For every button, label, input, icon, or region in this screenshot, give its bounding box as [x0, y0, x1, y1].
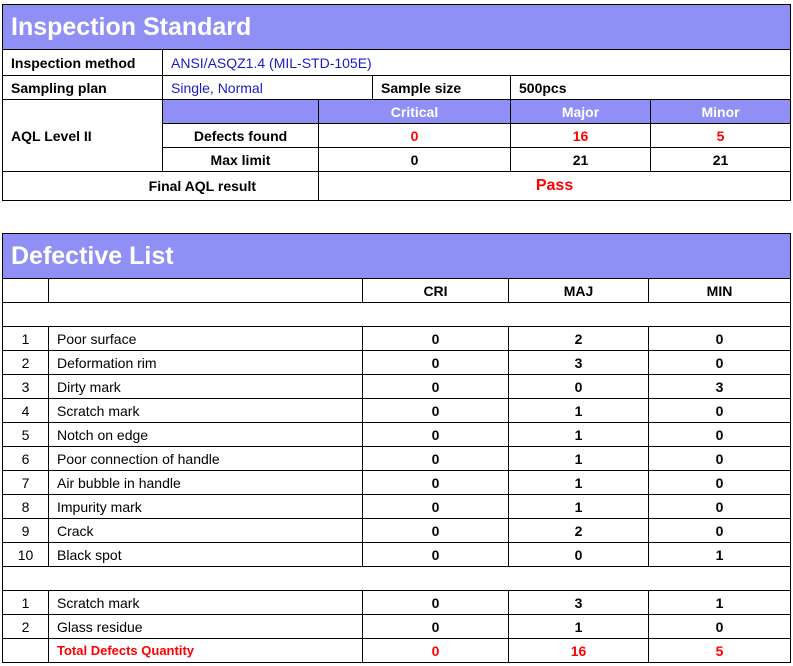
- total-maj: 16: [509, 639, 649, 663]
- defect-maj: 1: [509, 495, 649, 519]
- defect-no: 9: [3, 519, 49, 543]
- defect-row: [3, 423, 791, 447]
- defect-row: [3, 615, 791, 639]
- defect-row: [3, 543, 791, 567]
- defect-no: 3: [3, 375, 49, 399]
- sampling-plan-label: Sampling plan: [3, 76, 163, 100]
- defect-maj: 1: [509, 399, 649, 423]
- defect-cri: 0: [363, 543, 509, 567]
- defect-maj: 2: [509, 327, 649, 351]
- max-limit-minor: 21: [651, 148, 791, 172]
- defect-no: 1: [3, 327, 49, 351]
- defect-name: Poor connection of handle: [49, 447, 363, 471]
- critical-header: Critical: [319, 100, 511, 124]
- defect-cri: 0: [363, 495, 509, 519]
- defect-maj: 1: [509, 615, 649, 639]
- defect-row: [3, 447, 791, 471]
- final-aql-result: Pass: [319, 172, 791, 201]
- defective-list-title: Defective List: [3, 234, 791, 279]
- defect-maj: 3: [509, 351, 649, 375]
- defect-maj: 1: [509, 447, 649, 471]
- max-limit-major: 21: [511, 148, 651, 172]
- major-header: Major: [511, 100, 651, 124]
- defect-name: Poor surface: [49, 327, 363, 351]
- defect-cri: 0: [363, 351, 509, 375]
- defect-min: 0: [649, 351, 791, 375]
- inspection-standard-table: [2, 4, 791, 201]
- defect-min: 1: [649, 543, 791, 567]
- defect-no: 2: [3, 351, 49, 375]
- inspection-method-label: Inspection method: [3, 50, 163, 76]
- defects-found-critical: 0: [319, 124, 511, 148]
- defect-min: 3: [649, 375, 791, 399]
- defect-no: 10: [3, 543, 49, 567]
- defect-maj: 1: [509, 471, 649, 495]
- max-limit-critical: 0: [319, 148, 511, 172]
- defect-min: 0: [649, 615, 791, 639]
- defect-row: [3, 471, 791, 495]
- defect-no: 4: [3, 399, 49, 423]
- defect-name: Notch on edge: [49, 423, 363, 447]
- defect-maj: 2: [509, 519, 649, 543]
- defect-maj: 0: [509, 543, 649, 567]
- total-cri: 0: [363, 639, 509, 663]
- defect-cri: 0: [363, 615, 509, 639]
- defect-no: 2: [3, 615, 49, 639]
- defect-min: 0: [649, 447, 791, 471]
- defect-no: 5: [3, 423, 49, 447]
- defect-no: 6: [3, 447, 49, 471]
- defect-group-2: [3, 591, 791, 639]
- minor-header: Minor: [651, 100, 791, 124]
- maj-header: MAJ: [509, 279, 649, 303]
- defect-name: Crack: [49, 519, 363, 543]
- sampling-plan-value: Single, Normal: [163, 76, 373, 100]
- defect-no: 8: [3, 495, 49, 519]
- defect-cri: 0: [363, 519, 509, 543]
- defect-name: Dirty mark: [49, 375, 363, 399]
- defect-cri: 0: [363, 423, 509, 447]
- defect-min: 1: [649, 591, 791, 615]
- defect-name: Black spot: [49, 543, 363, 567]
- max-limit-label: Max limit: [163, 148, 319, 172]
- defect-row: [3, 519, 791, 543]
- defect-no: 7: [3, 471, 49, 495]
- defects-found-minor: 5: [651, 124, 791, 148]
- defect-cri: 0: [363, 591, 509, 615]
- defect-cri: 0: [363, 399, 509, 423]
- defect-row: [3, 495, 791, 519]
- defect-name: Scratch mark: [49, 399, 363, 423]
- defect-name: Scratch mark: [49, 591, 363, 615]
- defect-name: Air bubble in handle: [49, 471, 363, 495]
- defect-row: [3, 351, 791, 375]
- defect-min: 0: [649, 423, 791, 447]
- defect-cri: 0: [363, 447, 509, 471]
- defect-row: [3, 399, 791, 423]
- defect-row: [3, 327, 791, 351]
- total-defects-label: Total Defects Quantity: [49, 639, 363, 663]
- defect-row: [3, 375, 791, 399]
- defects-found-major: 16: [511, 124, 651, 148]
- defect-no: 1: [3, 591, 49, 615]
- defect-min: 0: [649, 495, 791, 519]
- inspection-method-value: ANSI/ASQZ1.4 (MIL-STD-105E): [163, 50, 791, 76]
- defect-min: 0: [649, 471, 791, 495]
- defect-name: Glass residue: [49, 615, 363, 639]
- inspection-standard-title: Inspection Standard: [3, 5, 791, 50]
- defect-row: [3, 591, 791, 615]
- min-header: MIN: [649, 279, 791, 303]
- defect-name: Deformation rim: [49, 351, 363, 375]
- defect-min: 0: [649, 399, 791, 423]
- defect-min: 0: [649, 519, 791, 543]
- defect-group-1: [3, 327, 791, 567]
- defect-cri: 0: [363, 375, 509, 399]
- defects-found-label: Defects found: [163, 124, 319, 148]
- cri-header: CRI: [363, 279, 509, 303]
- sample-size-label: Sample size: [373, 76, 511, 100]
- defect-name: Impurity mark: [49, 495, 363, 519]
- defect-min: 0: [649, 327, 791, 351]
- defect-maj: 0: [509, 375, 649, 399]
- aql-level-label: AQL Level II: [3, 100, 163, 172]
- final-aql-label: Final AQL result: [3, 172, 319, 201]
- sample-size-value: 500pcs: [511, 76, 791, 100]
- defect-cri: 0: [363, 471, 509, 495]
- defect-cri: 0: [363, 327, 509, 351]
- total-min: 5: [649, 639, 791, 663]
- defective-list-table: [2, 233, 791, 663]
- defect-maj: 3: [509, 591, 649, 615]
- defect-maj: 1: [509, 423, 649, 447]
